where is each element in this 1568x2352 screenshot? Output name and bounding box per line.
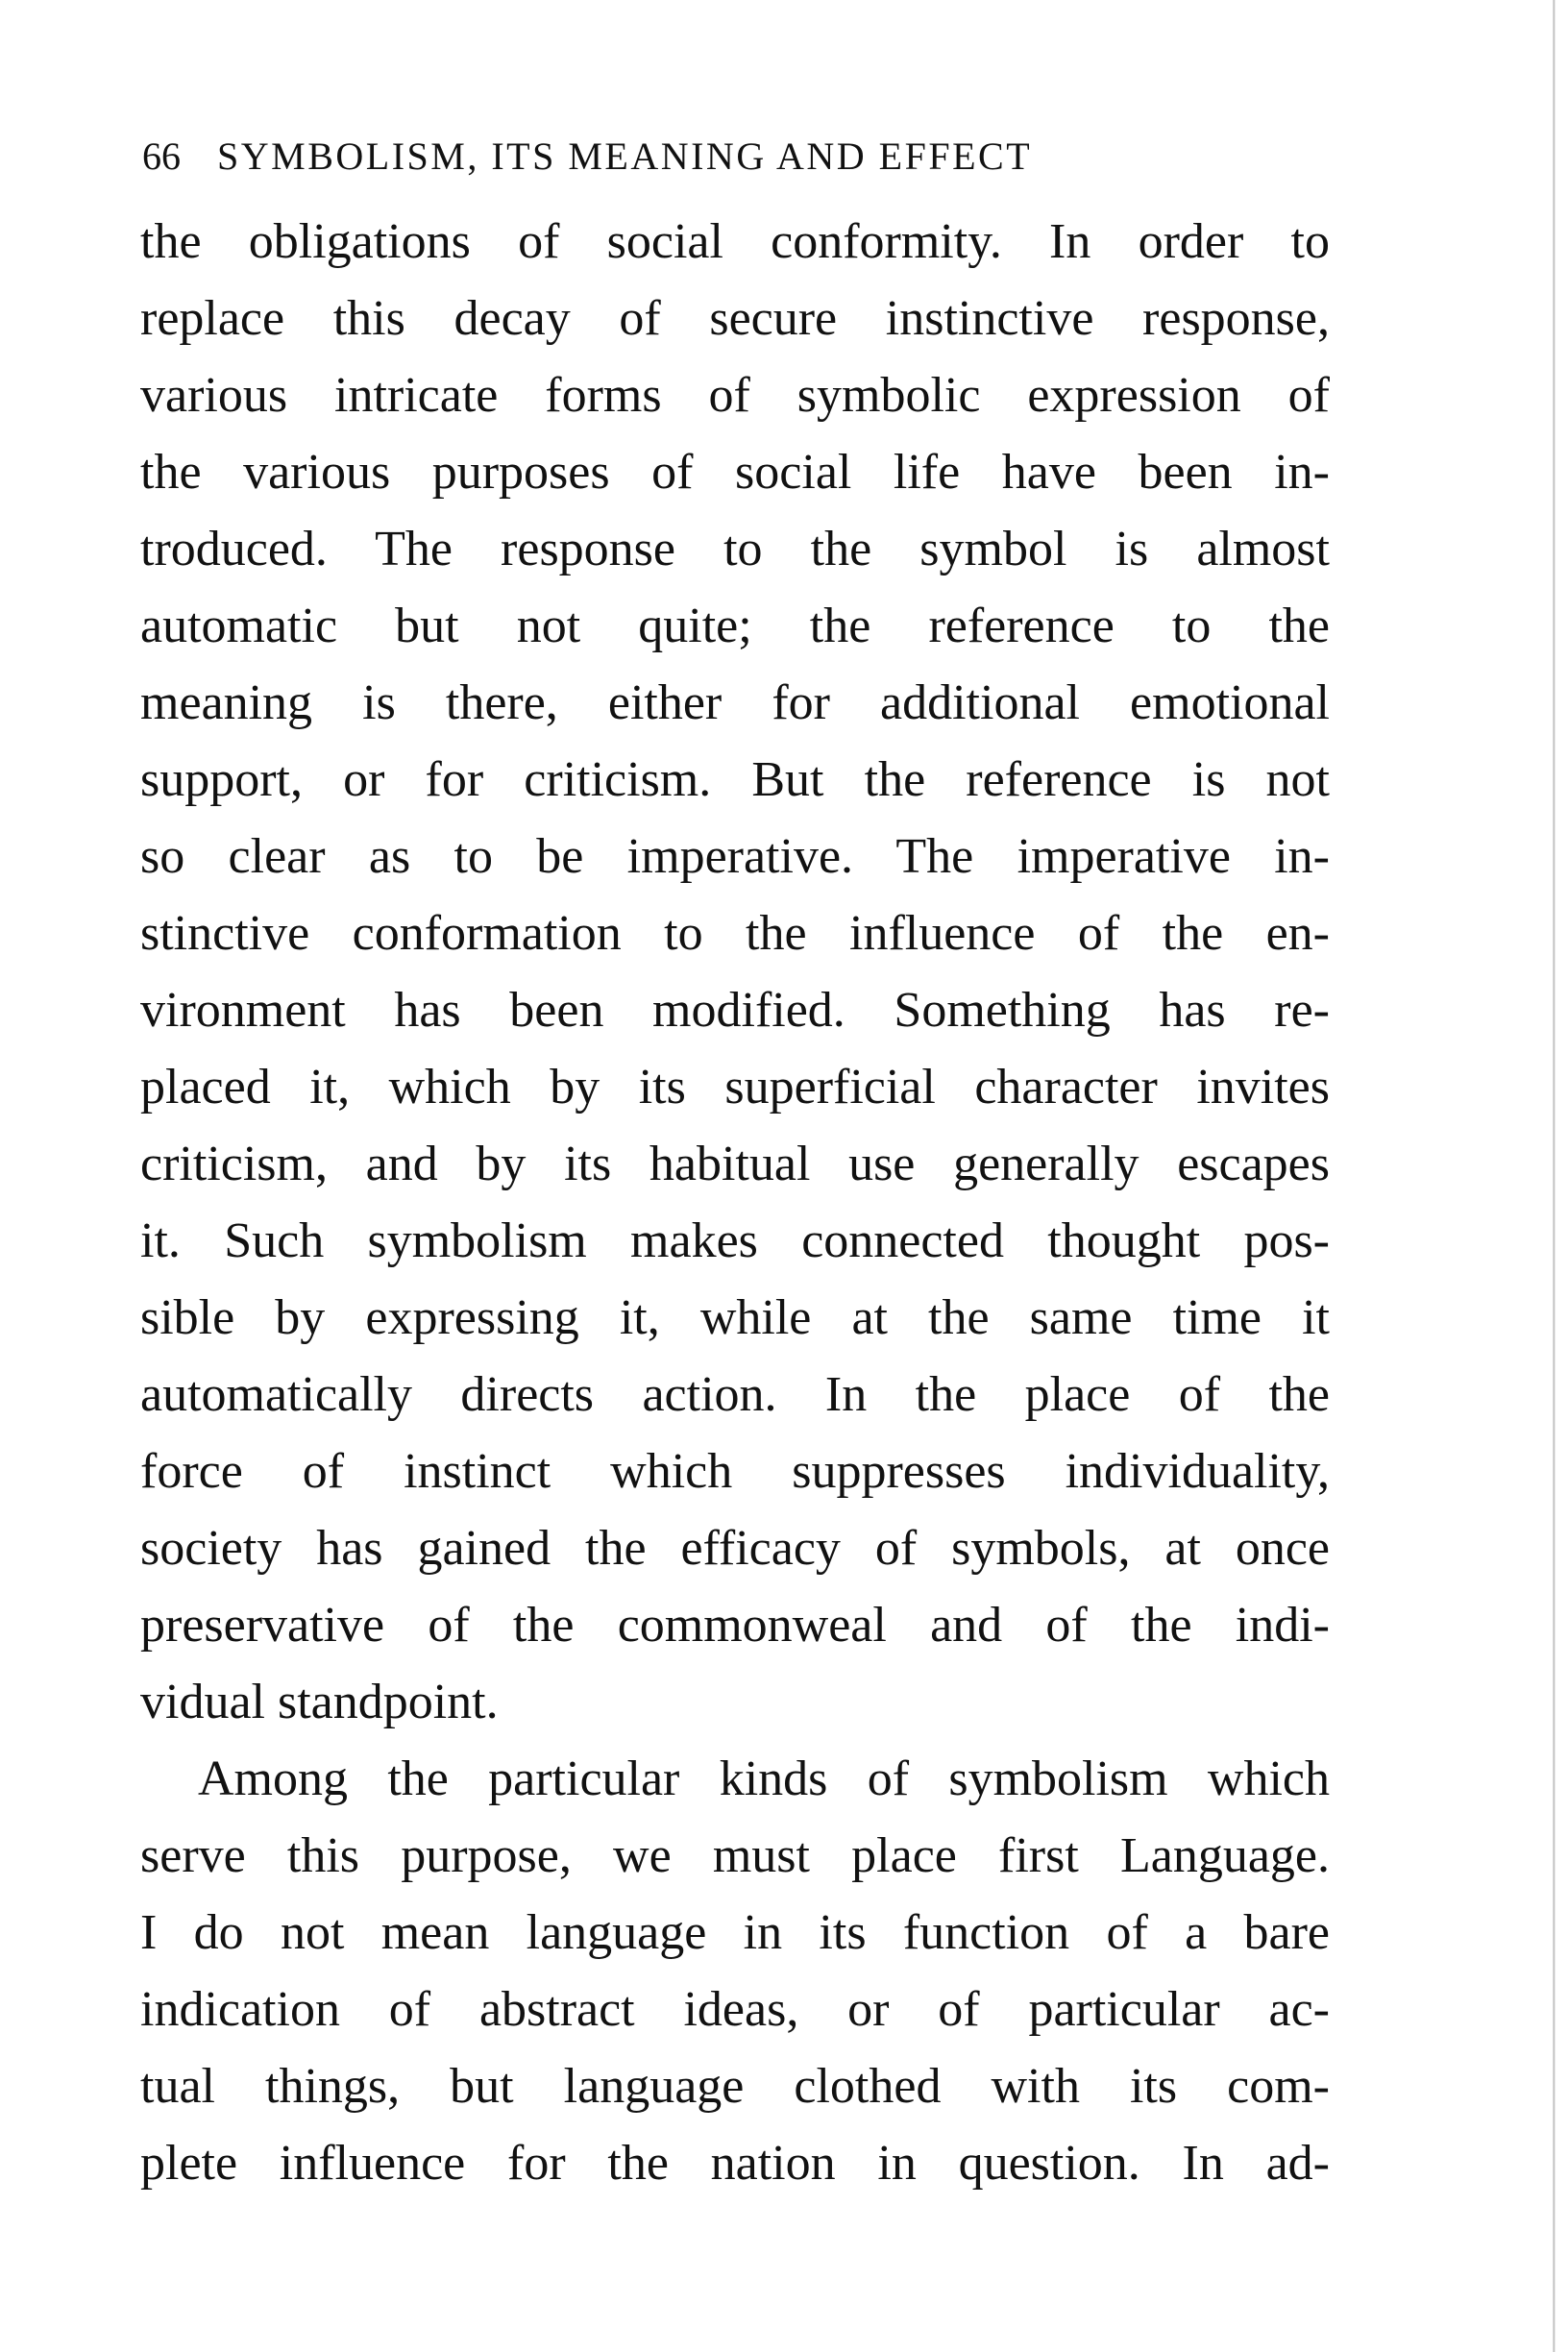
page-number: 66 bbox=[142, 135, 181, 178]
text-line: troduced. The response to the symbol is almost bbox=[140, 522, 1330, 576]
text-line: force of instinct which suppresses individuality, bbox=[140, 1444, 1330, 1499]
text-line: preservative of the commonweal and of the indi- bbox=[140, 1598, 1330, 1653]
text-line: tual things, but language clothed with its com- bbox=[140, 2059, 1330, 2114]
text-line: criticism, and by its habitual use generally escapes bbox=[140, 1137, 1330, 1191]
text-line: placed it, which by its superficial character invites bbox=[140, 1060, 1330, 1115]
text-line: automatic but not quite; the reference to the bbox=[140, 599, 1330, 653]
running-header bbox=[142, 123, 1334, 190]
text-line: automatically directs action. In the place of the bbox=[140, 1367, 1330, 1422]
text-line: Among the particular kinds of symbolism which bbox=[198, 1752, 1330, 1806]
paragraph-2 bbox=[140, 1741, 1330, 2202]
text-line: it. Such symbolism makes connected thought pos- bbox=[140, 1213, 1330, 1268]
text-line: stinctive conformation to the influence of the en- bbox=[140, 906, 1330, 961]
text-line: I do not mean language in its function of a bare bbox=[140, 1905, 1330, 1960]
text-line: support, or for criticism. But the reference is not bbox=[140, 752, 1330, 807]
text-line: indication of abstract ideas, or of particular ac- bbox=[140, 1982, 1330, 2037]
text-line: the obligations of social conformity. In order to bbox=[140, 214, 1330, 269]
text-line: vironment has been modified. Something has re- bbox=[140, 983, 1330, 1038]
text-line: vidual standpoint. bbox=[140, 1675, 499, 1729]
running-title: SYMBOLISM, ITS MEANING AND EFFECT bbox=[217, 135, 1033, 178]
text-line: serve this purpose, we must place first Language. bbox=[140, 1828, 1330, 1883]
text-line: so clear as to be imperative. The imperative in- bbox=[140, 829, 1330, 884]
body-text bbox=[140, 204, 1330, 2202]
text-line: sible by expressing it, while at the same time it bbox=[140, 1290, 1330, 1345]
text-line: the various purposes of social life have been in- bbox=[140, 445, 1330, 500]
text-line: various intricate forms of symbolic expression of bbox=[140, 368, 1330, 423]
text-line: replace this decay of secure instinctive response, bbox=[140, 291, 1330, 346]
text-line: plete influence for the nation in question. In ad- bbox=[140, 2136, 1330, 2191]
text-line: society has gained the efficacy of symbols, at once bbox=[140, 1521, 1330, 1576]
text-line: meaning is there, either for additional emotional bbox=[140, 675, 1330, 730]
paragraph-1 bbox=[140, 204, 1330, 1741]
scan-edge bbox=[1530, 0, 1568, 2352]
